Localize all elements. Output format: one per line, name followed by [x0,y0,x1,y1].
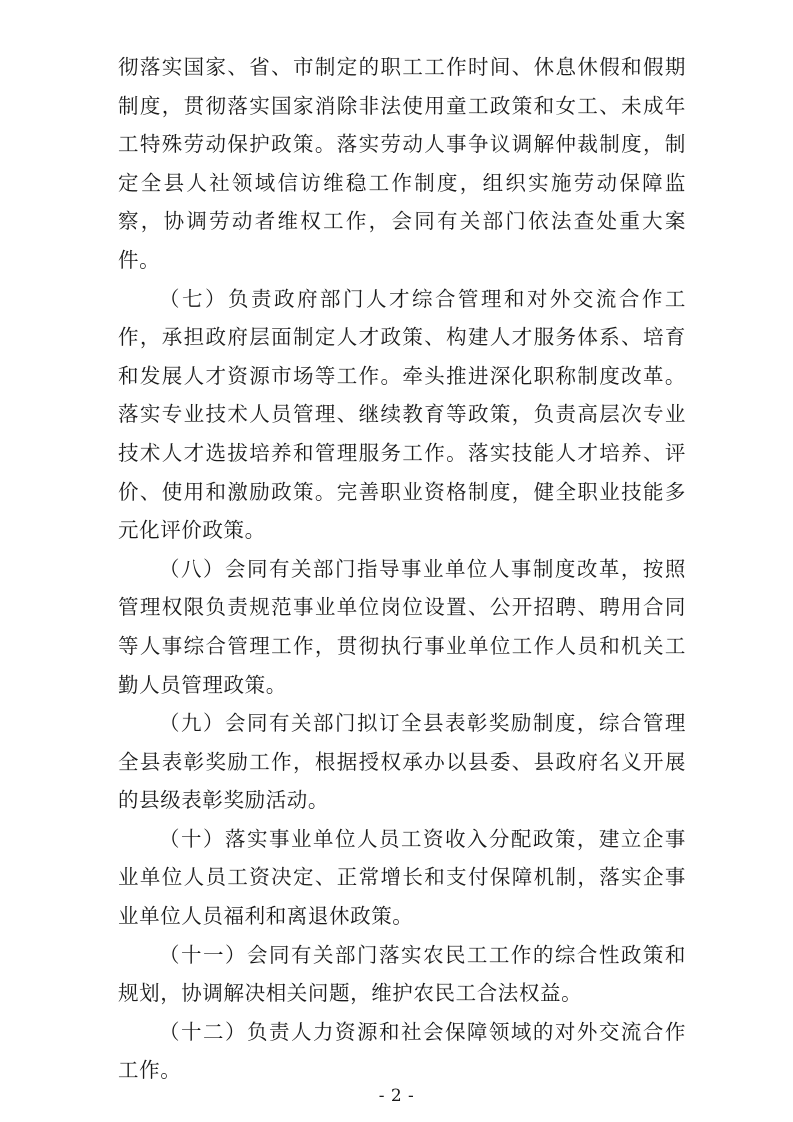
document-body [118,48,686,1090]
paragraph-item-7: （七）负责政府部门人才综合管理和对外交流合作工作，承担政府层面制定人才政策、构建人才服务体系、培育和发展人才资源市场等工作。牵头推进深化职称制度改革。落实专业技术人员管理、继续教育等政策，负责高层次专业技术人才选拔培养和管理服务工作。落实技能人才培养、评价、使用和激励政策。完善职业资格制度，健全职业技能多元化评价政策。 [118,286,686,543]
paragraph-item-11: （十一）会同有关部门落实农民工工作的综合性政策和规划，协调解决相关问题，维护农民工合法权益。 [118,942,686,1006]
paragraph-item-10: （十）落实事业单位人员工资收入分配政策，建立企事业单位人员工资决定、正常增长和支付保障机制，落实企事业单位人员福利和离退休政策。 [118,826,686,929]
paragraph-item-12: （十二）负责人力资源和社会保障领域的对外交流合作工作。 [118,1019,686,1083]
paragraph-continuation: 彻落实国家、省、市制定的职工工作时间、休息休假和假期制度，贯彻落实国家消除非法使用童工政策和女工、未成年工特殊劳动保护政策。落实劳动人事争议调解仲裁制度，制定全县人社领域信访维稳工作制度，组织实施劳动保障监察，协调劳动者维权工作，会同有关部门依法查处重大案件。 [118,55,686,272]
paragraph-item-8: （八）会同有关部门指导事业单位人事制度改革，按照管理权限负责规范事业单位岗位设置、公开招聘、聘用合同等人事综合管理工作，贯彻执行事业单位工作人员和机关工勤人员管理政策。 [118,556,686,697]
paragraph-item-9: （九）会同有关部门拟订全县表彰奖励制度，综合管理全县表彰奖励工作，根据授权承办以县委、县政府名义开展的县级表彰奖励活动。 [118,711,686,813]
page-number: - 2 - [378,1086,415,1106]
